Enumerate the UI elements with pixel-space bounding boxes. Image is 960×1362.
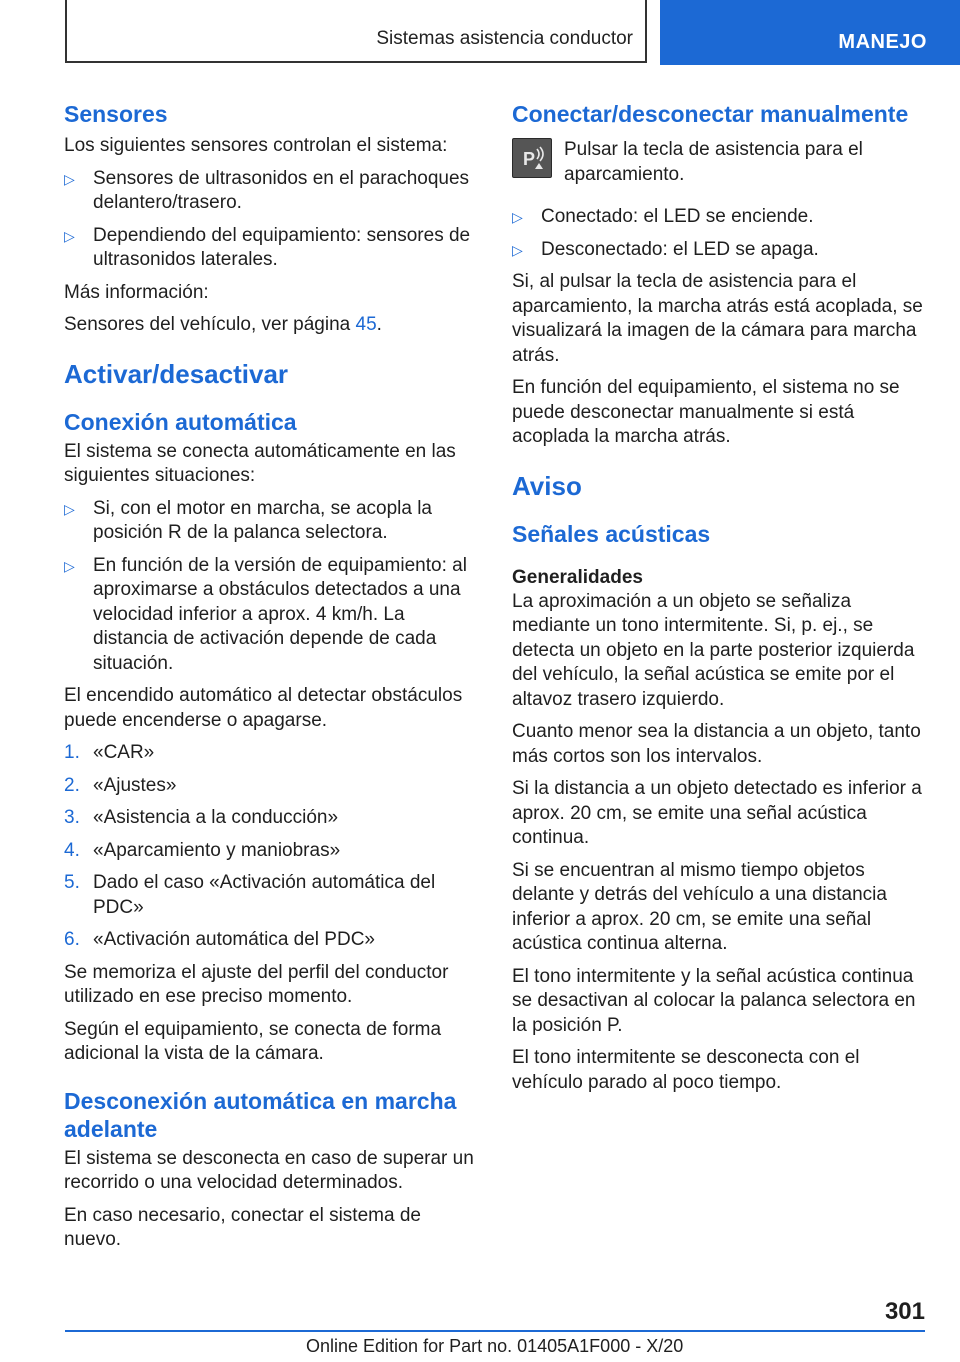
step-item: 4. «Aparcamiento y maniobras» [64,839,341,861]
step-item: 6. «Activación automática del PDC» [64,929,375,950]
list-item: ▷ Sensores de ultrasonidos en el parachoques delantero/trasero. [64,167,470,213]
generalidades-text-5: El tono intermitente y la señal acústica continua se desactivan al colocar la palanca selectora en la posición P. [512,965,916,1036]
generalidades-text-2: Cuanto menor sea la distancia a un objeto, tanto más cortos son los intervalos. [512,721,921,767]
desconexion-text-2: En caso necesario, conectar el sistema de nuevo. [64,1204,421,1250]
list-item: ▷ En función de la versión de equipamiento: al aproximarse a obstáculos detectados a una velocidad inferior a aprox. 4 km/h. La distancia de activación depende de cada situación. [64,554,467,674]
mas-info-text: Más información: [64,281,209,303]
generalidades-text-4: Si se encuentran al mismo tiempo objetos delante y detrás del vehículo a una distancia inferior a aprox. 20 cm, se emite una señal acústica continua alterna. [512,859,887,954]
svg-text:P: P [523,149,536,169]
list-item: ▷ Conectado: el LED se enciende. [512,205,930,230]
step-item: 2. «Ajustes» [64,774,177,796]
generalidades-text-6: El tono intermitente se desconecta con el vehículo parado al poco tiempo. [512,1047,860,1093]
generalidades-text-3: Si la distancia a un objeto detectado es inferior a aprox. 20 cm, se emite una señal acústica continua. [512,778,922,848]
steps-list [64,741,482,953]
step-item: 1. «CAR» [64,742,155,763]
triangle-bullet-icon: ▷ [512,241,523,258]
list-item: ▷ Desconectado: el LED se apaga. [512,238,930,263]
header-section-box [65,0,647,63]
manual-text-1: Si, al pulsar la tecla de asistencia para el aparcamiento, la marcha atrás está acoplada, se visualizará la imagen de la cámara para marcha atrás. [512,271,923,366]
manual-list [512,205,930,262]
generalidades-text-1: La aproximación a un objeto se señaliza mediante un tono intermitente. Si, p. ej., se detecta un objeto en la parte posterior izquierda del vehículo, la señal acústica se emite por el altavoz trasero izquierdo. [512,590,915,710]
segun-text: Según el equipamiento, se conecta de forma adicional la vista de la cámara. [64,1018,442,1064]
manual-text-2: En función del equipamiento, el sistema no se puede desconectar manualmente si está acoplada la marcha atrás. [512,377,900,447]
conexion-heading: Conexión automática [64,408,297,435]
sensores-intro: Los siguientes sensores controlan el sistema: [64,135,448,156]
step-item: 3. «Asistencia a la conducción» [64,807,339,828]
sensores-list [64,167,482,273]
generalidades-heading: Generalidades [512,566,643,588]
list-item: ▷ Si, con el motor en marcha, se acopla la posición R de la palanca selectora. [64,497,433,543]
triangle-bullet-icon: ▷ [64,170,75,187]
aviso-heading: Aviso [512,470,582,501]
manual-heading: Conectar/desconectar manualmente [512,101,909,127]
conexion-list [64,497,482,677]
list-item: ▷ Dependiendo del equipamiento: sensores de ultrasonidos laterales. [64,224,471,270]
desconexion-heading: Desconexión automática en marcha adelante [64,1087,457,1142]
header-section-title: Sistemas asistencia conductor [376,27,633,49]
conexion-intro: El sistema se conecta automáticamente en las siguientes situaciones: [64,440,456,486]
header-chapter-tab [660,0,960,65]
triangle-bullet-icon: ▷ [64,227,75,244]
triangle-bullet-icon: ▷ [64,557,75,574]
senales-heading: Señales acústicas [512,520,711,547]
encendido-text: El encendido automático al detectar obstáculos puede encenderse o apagarse. [64,685,463,731]
memoriza-text: Se memoriza el ajuste del perfil del conductor utilizado en ese preciso momento. [64,961,449,1007]
sensores-heading: Sensores [64,101,168,127]
edition-text: Online Edition for Part no. 01405A1F000 - X/20 [306,1336,684,1356]
desconexion-text-1: El sistema se desconecta en caso de superar un recorrido o una velocidad determinados. [64,1147,474,1193]
activar-heading: Activar/desactivar [64,358,289,389]
header-chapter-title: MANEJO [838,30,927,53]
manual-key-row [512,138,930,187]
footer-divider [65,1330,925,1332]
triangle-bullet-icon: ▷ [64,500,75,517]
park-assist-key-icon [512,138,552,178]
page-reference-link[interactable]: 45 [355,314,377,335]
reference-paragraph: Sensores del vehículo, ver página 45. [64,314,382,335]
step-item: 5. Dado el caso «Activación automática del PDC» [64,872,436,918]
manual-icon-text: Pulsar la tecla de asistencia para el aparcamiento. [564,139,863,185]
left-column [64,100,482,1261]
right-column [512,100,930,1103]
triangle-bullet-icon: ▷ [512,209,523,225]
page-number: 301 [884,1298,925,1325]
